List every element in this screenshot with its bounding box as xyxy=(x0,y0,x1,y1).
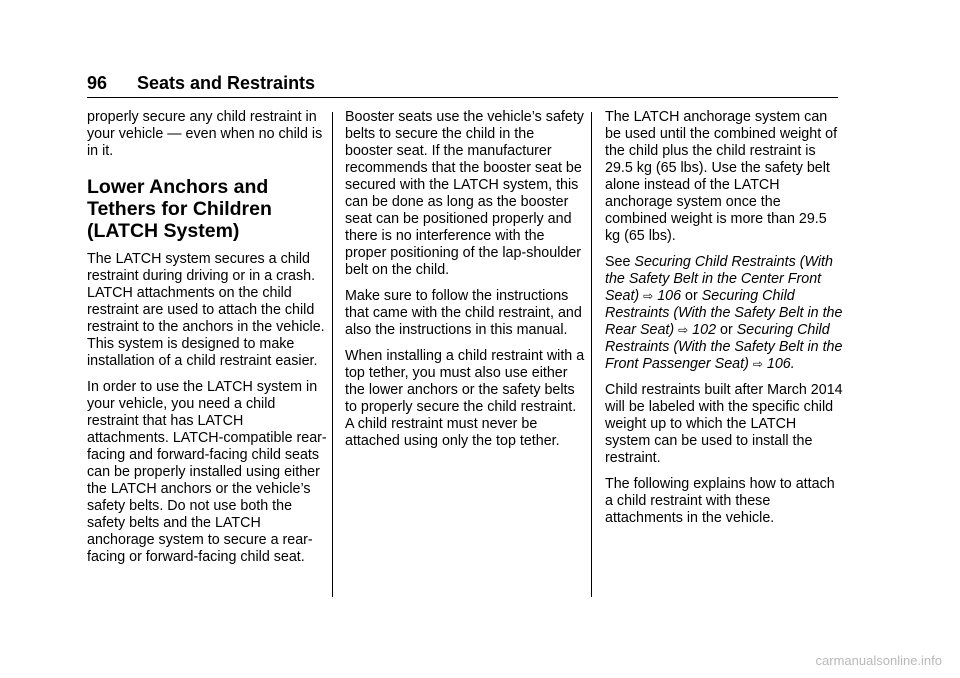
page-arrow-icon: ⇨ xyxy=(752,357,763,371)
page-header xyxy=(87,72,838,100)
or-text: or xyxy=(681,288,702,304)
header-rule xyxy=(87,97,838,98)
cross-reference-paragraph xyxy=(605,254,845,373)
column-1 xyxy=(87,109,327,575)
heading-line: Tethers for Children xyxy=(87,198,272,220)
paragraph: Make sure to follow the instructions that came with the child restraint, and also the instructions in this manual. xyxy=(345,288,582,338)
or-text: or xyxy=(716,322,737,338)
see-text: See xyxy=(605,254,635,270)
paragraph: The following explains how to attach a child restraint with these attachments in the vehicle. xyxy=(605,476,835,526)
paragraph: When installing a child restraint with a top tether, you must also use either the lower anchors or the safety belts to properly secure the child restraint. A child restraint must never be attached using only the top tether. xyxy=(345,348,585,449)
cross-reference-link[interactable]: Securing Child Restraints (With the Safety Belt in the Front Passenger Seat) xyxy=(605,322,843,372)
column-2 xyxy=(345,109,585,459)
section-heading xyxy=(87,176,327,242)
page-arrow-icon: ⇨ xyxy=(678,323,689,337)
paragraph: The LATCH system secures a child restraint during driving or in a crash. LATCH attachments on the child restraint are used to attach the child restraint to the anchors in the vehicle. This system is designed to make installation of a child restraint easier. xyxy=(87,251,325,369)
cross-reference-link[interactable]: Securing Child Restraints (With the Safety Belt in the Center Front Seat) xyxy=(605,254,833,304)
paragraph: Child restraints built after March 2014 will be labeled with the specific child weight up to which the LATCH system can be used to install the restraint. xyxy=(605,382,843,466)
page-ref[interactable]: 102 xyxy=(692,322,717,338)
page-number: 96 xyxy=(87,73,108,93)
paragraph: properly secure any child restraint in your vehicle — even when no child is in it. xyxy=(87,109,323,159)
cross-reference-link[interactable]: Securing Child Restraints (With the Safety Belt in the Rear Seat) xyxy=(605,288,843,338)
page-ref[interactable]: 106 xyxy=(657,288,682,304)
watermark: carmanualsonline.info xyxy=(815,653,942,668)
column-divider xyxy=(332,112,333,597)
page-arrow-icon: ⇨ xyxy=(643,289,654,303)
column-3 xyxy=(605,109,845,536)
heading-line: (LATCH System) xyxy=(87,220,240,242)
column-divider xyxy=(591,112,592,597)
paragraph: The LATCH anchorage system can be used until the combined weight of the child plus the child restraint is 29.5 kg (65 lbs). Use the safety belt alone instead of the LATCH anchorage system once the combined weight is more than 29.5 kg (65 lbs). xyxy=(605,109,838,244)
chapter-title: Seats and Restraints xyxy=(137,73,316,93)
heading-line: Lower Anchors and xyxy=(87,176,269,198)
paragraph: In order to use the LATCH system in your vehicle, you need a child restraint that has LATCH attachments. LATCH-compatible rear-facing and forward-facing child seats can be properly installed using either the LATCH anchors or the vehicle’s safety belts. Do not use both the safety belts and the LATCH anchorage system to secure a rear-facing or forward-facing child seat. xyxy=(87,379,327,565)
paragraph: Booster seats use the vehicle’s safety belts to secure the child in the booster seat. If the manufacturer recommends that the booster seat be secured with the LATCH system, this can be done as long as the booster seat can be positioned properly and there is no interference with the proper positioning of the lap-shoulder belt on the child. xyxy=(345,109,584,278)
page-ref[interactable]: 106. xyxy=(766,356,795,372)
